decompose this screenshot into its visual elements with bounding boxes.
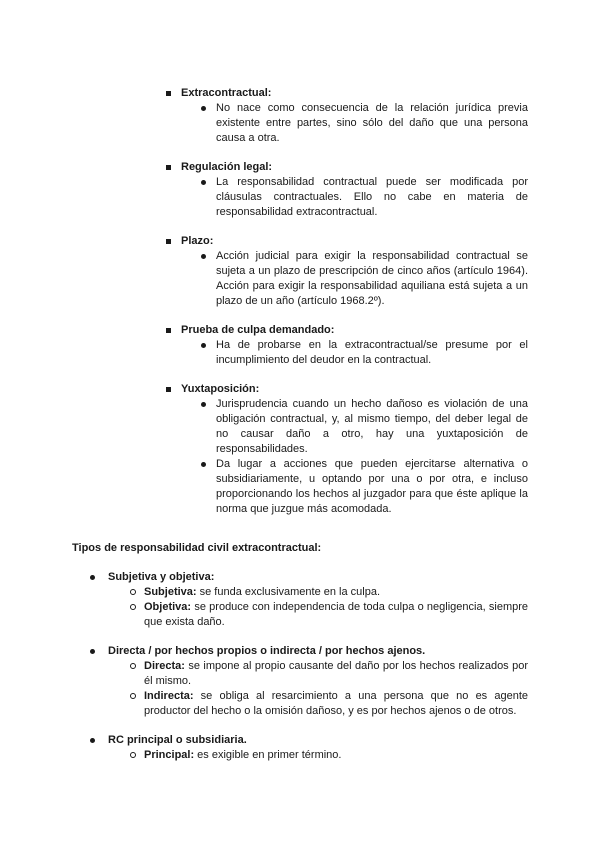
sublist-text: se produce con independencia de toda culpa o negligencia, siempre que exista daño. bbox=[144, 601, 528, 628]
sublist-text: es exigible en primer término. bbox=[194, 749, 342, 761]
sublist-text: Da lugar a acciones que pueden ejercitarse alternativa o subsidiariamente, u optando por una o por otra, e incluso proporcionando los hechos al juzgador para que éste aplique la norma que juzgue más acomodada. bbox=[216, 458, 528, 515]
dot-bullet-icon bbox=[201, 180, 206, 185]
sublist-item bbox=[181, 175, 528, 220]
list-item-prueba-culpa bbox=[166, 323, 528, 368]
circle-bullet-icon bbox=[130, 663, 136, 669]
sublist-item bbox=[181, 249, 528, 309]
sublist-text: se obliga al resarcimiento a una persona que no es agente productor del hecho o la omisión dañoso, y es por hechos ajenos o de otros. bbox=[144, 690, 528, 717]
list-item-regulacion-legal bbox=[166, 160, 528, 220]
square-bullet-icon bbox=[166, 239, 171, 244]
list-heading: Regulación legal: bbox=[181, 161, 273, 173]
sublist-term: Objetiva: bbox=[144, 601, 192, 613]
list-item-plazo bbox=[166, 234, 528, 309]
circle-bullet-icon bbox=[130, 693, 136, 699]
sublist-item bbox=[108, 659, 528, 689]
sublist-item bbox=[108, 689, 528, 719]
dot-bullet-icon bbox=[90, 649, 95, 654]
circle-bullet-icon bbox=[130, 752, 136, 758]
section-title: Tipos de responsabilidad civil extracontractual: bbox=[72, 542, 322, 554]
sublist-term: Indirecta: bbox=[144, 690, 194, 702]
sublist-text: Ha de probarse en la extracontractual/se presume por el incumplimiento del deudor en la contractual. bbox=[216, 339, 528, 366]
sublist bbox=[181, 101, 528, 146]
sublist bbox=[181, 397, 528, 517]
list-heading: RC principal o subsidiaria. bbox=[108, 734, 247, 746]
list-heading: Prueba de culpa demandado: bbox=[181, 324, 335, 336]
dot-bullet-icon bbox=[201, 402, 206, 407]
sublist-term: Subjetiva: bbox=[144, 586, 197, 598]
square-bullet-icon bbox=[166, 165, 171, 170]
square-bullet-icon bbox=[166, 328, 171, 333]
sublist-text: se funda exclusivamente en la culpa. bbox=[196, 586, 381, 598]
dot-bullet-icon bbox=[201, 106, 206, 111]
circle-bullet-icon bbox=[130, 604, 136, 610]
list-item-subjetiva-objetiva bbox=[90, 570, 528, 630]
sublist bbox=[181, 338, 528, 368]
square-bullet-icon bbox=[166, 91, 171, 96]
sublist-item bbox=[181, 101, 528, 146]
sublist-item bbox=[181, 457, 528, 517]
sublist-item bbox=[108, 748, 528, 763]
list-heading: Subjetiva y objetiva: bbox=[108, 571, 215, 583]
dot-bullet-icon bbox=[201, 254, 206, 259]
sublist-text: Acción judicial para exigir la responsabilidad contractual se sujeta a un plazo de prescripción de cinco años (artículo 1964). Acción para exigir la responsabilidad aquiliana está sujeta a un plazo de un año (artículo 1968.2º). bbox=[216, 250, 528, 307]
list-heading: Yuxtaposición: bbox=[181, 383, 260, 395]
sublist-text: Jurisprudencia cuando un hecho dañoso es violación de una obligación contractual, y, al mismo tiempo, del deber legal de no causar daño a otro, hay una yuxtaposición de responsabilidades. bbox=[216, 398, 528, 455]
dot-bullet-icon bbox=[90, 738, 95, 743]
types-list bbox=[90, 570, 528, 763]
list-heading: Directa / por hechos propios o indirecta / por hechos ajenos. bbox=[108, 645, 426, 657]
sublist-text: La responsabilidad contractual puede ser modificada por cláusulas contractuales. Ello no cabe en materia de responsabilidad extracontractual. bbox=[216, 176, 528, 218]
dot-bullet-icon bbox=[90, 575, 95, 580]
comparison-list bbox=[166, 86, 528, 517]
sublist-item bbox=[181, 397, 528, 457]
circle-bullet-icon bbox=[130, 589, 136, 595]
list-item-principal-subsidiaria bbox=[90, 733, 528, 763]
sublist-item bbox=[108, 585, 528, 600]
list-item-yuxtaposicion bbox=[166, 382, 528, 517]
dot-bullet-icon bbox=[201, 343, 206, 348]
dot-bullet-icon bbox=[201, 462, 206, 467]
sublist-text: se impone al propio causante del daño por los hechos realizados por él mismo. bbox=[144, 660, 528, 687]
list-item-extracontractual bbox=[166, 86, 528, 146]
sublist-item bbox=[108, 600, 528, 630]
list-heading: Extracontractual: bbox=[181, 87, 272, 99]
sublist-term: Principal: bbox=[144, 749, 195, 761]
list-heading: Plazo: bbox=[181, 235, 214, 247]
sublist bbox=[181, 249, 528, 309]
sublist-item bbox=[181, 338, 528, 368]
sublist-text: No nace como consecuencia de la relación jurídica previa existente entre partes, sino sólo del daño que una persona causa a otra. bbox=[216, 102, 528, 144]
list-item-directa-indirecta bbox=[90, 644, 528, 719]
square-bullet-icon bbox=[166, 387, 171, 392]
sublist-term: Directa: bbox=[144, 660, 185, 672]
sublist bbox=[181, 175, 528, 220]
